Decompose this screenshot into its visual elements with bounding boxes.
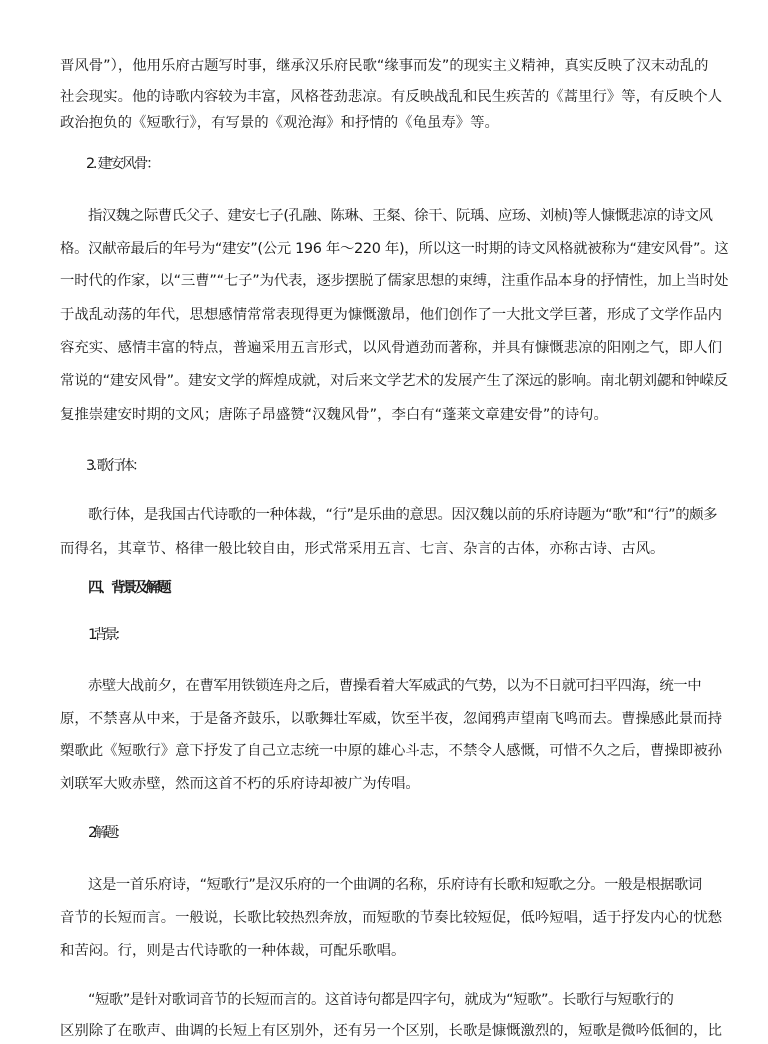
chapter-heading: 四、背景及解题: [88, 580, 169, 596]
paragraph-line: 于战乱动荡的年代，思想感情常常表现得更为慷慨激昂，他们创作了一大批文学巨著，形成了文学作品内: [60, 307, 722, 323]
paragraph-line: 和苦闷。行，则是古代诗歌的一种体裁，可配乐歌唱。: [60, 943, 406, 959]
paragraph-line: 刘联军大败赤壁，然而这首不朽的乐府诗却被广为传唱。: [60, 776, 420, 792]
paragraph-line: 政治抱负的《短歌行》，有写景的《观沧海》和抒情的《龟虽寿》等。: [60, 115, 499, 131]
paragraph-line: 赤壁大战前夕，在曹军用铁锁连舟之后，曹操看着大军威武的气势，以为不日就可扫平四海，统一中: [88, 678, 702, 694]
paragraph-line: 社会现实。他的诗歌内容较为丰富，风格苍劲悲凉。有反映战乱和民生疾苦的《蒿里行》等，有反映个人: [60, 89, 722, 105]
section-heading: 2. 建安风骨：: [86, 156, 159, 172]
paragraph-line: 歌行体，是我国古代诗歌的一种体裁，“行”是乐曲的意思。因汉魏以前的乐府诗题为“歌”和“行”的颇多: [88, 507, 718, 523]
paragraph-line: 区别除了在歌声、曲调的长短上有区别外，还有另一个区别，长歌是慷慨激烈的，短歌是微吟低徊的，比: [60, 1023, 722, 1039]
section-heading: 1.背景：: [88, 627, 125, 643]
section-heading: 3. 歌行体：: [86, 458, 144, 474]
section-heading: 2.解题：: [88, 825, 125, 841]
paragraph-line: 而得名，其章节、格律一般比较自由，形式常采用五言、七言、杂言的古体，亦称古诗、古风。: [60, 541, 665, 557]
paragraph-line: 原，不禁喜从中来，于是备齐鼓乐，以歌舞壮军威，饮至半夜，忽闻鸦声望南飞鸣而去。曹操感此景而持: [60, 711, 722, 727]
paragraph-line: 音节的长短而言。一般说，长歌比较热烈奔放，而短歌的节奏比较短促，低吟短唱，适于抒发内心的忧愁: [60, 910, 722, 926]
paragraph-line: 容充实、感情丰富的特点，普遍采用五言形式，以风骨遒劲而著称，并具有慷慨悲凉的阳刚之气，即人们: [60, 340, 722, 356]
paragraph-line: 一时代的作家，以“三曹”“七子”为代表，逐步摆脱了儒家思想的束缚，注重作品本身的抒情性，加上当时处: [60, 273, 729, 289]
paragraph-line: 槊歌此《短歌行》意下抒发了自己立志统一中原的雄心斗志，不禁令人感慨，可惜不久之后，曹操即被孙: [60, 743, 722, 759]
paragraph-line: 格。汉献帝最后的年号为“建安”(公元 196 年～220 年)，所以这一时期的诗文风格就被称为“建安风骨”。这: [60, 241, 729, 257]
paragraph-line: “短歌”是针对歌词音节的长短而言的。这首诗句都是四字句，就成为“短歌”。长歌行与短歌行的: [88, 992, 674, 1008]
paragraph-line: 常说的“建安风骨”。建安文学的辉煌成就，对后来文学艺术的发展产生了深远的影响。南北朝刘勰和钟嵘反: [60, 373, 728, 389]
paragraph-line: 复推崇建安时期的文风；唐陈子昂盛赞“汉魏风骨”，李白有“蓬莱文章建安骨”的诗句。: [60, 407, 608, 423]
paragraph-line: 晋风骨”），他用乐府古题写时事，继承汉乐府民歌“缘事而发”的现实主义精神，真实反映了汉末动乱的: [60, 58, 709, 74]
paragraph-line: 指汉魏之际曹氏父子、建安七子(孔融、陈琳、王粲、徐干、阮瑀、应玚、刘桢)等人慷慨悲凉的诗文风: [88, 208, 713, 224]
paragraph-line: 这是一首乐府诗，“短歌行”是汉乐府的一个曲调的名称，乐府诗有长歌和短歌之分。一般是根据歌词: [88, 877, 702, 893]
